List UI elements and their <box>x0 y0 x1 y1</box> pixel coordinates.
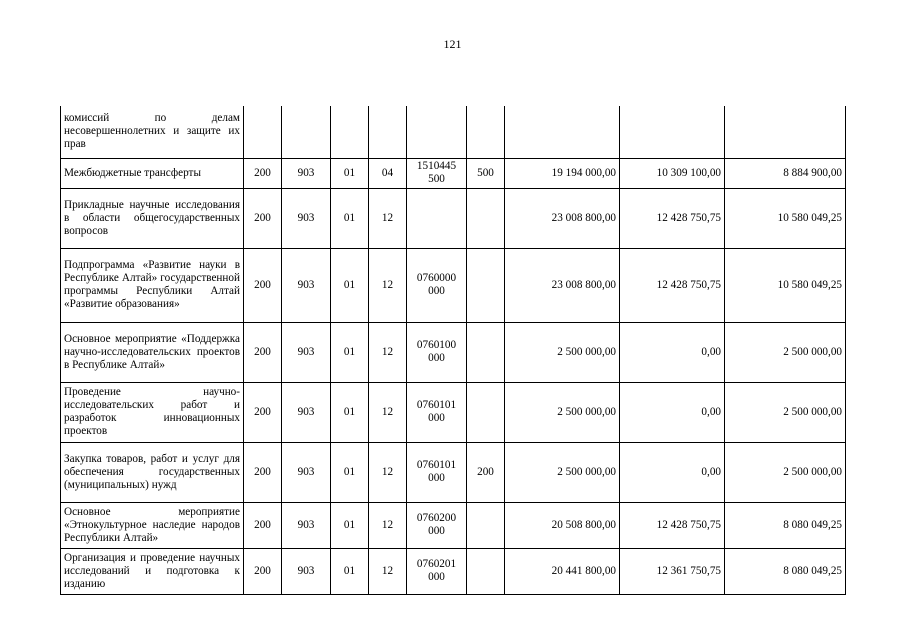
row-code-5: 0760101 000 <box>407 382 467 442</box>
row-name: комиссий по делам несовершеннолетних и защите их прав <box>61 106 244 158</box>
row-code-4: 12 <box>369 442 407 502</box>
row-amount-1: 20 441 800,00 <box>505 548 620 594</box>
row-code-2: 903 <box>282 442 331 502</box>
row-amount-3 <box>725 106 846 158</box>
row-code-3: 01 <box>331 248 369 322</box>
row-amount-2: 0,00 <box>620 442 725 502</box>
row-code-5: 0760201 000 <box>407 548 467 594</box>
row-amount-3: 8 884 900,00 <box>725 158 846 188</box>
row-code-2: 903 <box>282 322 331 382</box>
row-name: Основное мероприятие «Поддержка научно-исследовательских проектов в Республике Алтай» <box>61 322 244 382</box>
row-code-3: 01 <box>331 322 369 382</box>
row-code-2: 903 <box>282 502 331 548</box>
row-amount-2: 12 361 750,75 <box>620 548 725 594</box>
row-code-1: 200 <box>244 188 282 248</box>
row-amount-1: 20 508 800,00 <box>505 502 620 548</box>
row-code-1: 200 <box>244 502 282 548</box>
row-code-6 <box>467 322 505 382</box>
row-code-1: 200 <box>244 158 282 188</box>
row-code-2: 903 <box>282 382 331 442</box>
row-code-4 <box>369 106 407 158</box>
row-code-1 <box>244 106 282 158</box>
row-code-6: 200 <box>467 442 505 502</box>
row-code-3: 01 <box>331 502 369 548</box>
table-body <box>61 106 846 594</box>
row-code-5: 0760101 000 <box>407 442 467 502</box>
table-row <box>61 442 846 502</box>
row-name: Организация и проведение научных исследований и подготовка к изданию <box>61 548 244 594</box>
row-code-1: 200 <box>244 442 282 502</box>
row-code-6 <box>467 106 505 158</box>
row-code-3 <box>331 106 369 158</box>
row-name: Прикладные научные исследования в области общегосударственных вопросов <box>61 188 244 248</box>
row-amount-1: 2 500 000,00 <box>505 442 620 502</box>
table-row <box>61 548 846 594</box>
table-row <box>61 382 846 442</box>
row-amount-3: 10 580 049,25 <box>725 188 846 248</box>
table-row <box>61 106 846 158</box>
row-code-5: 0760100 000 <box>407 322 467 382</box>
row-code-6 <box>467 188 505 248</box>
row-code-4: 12 <box>369 548 407 594</box>
budget-table <box>60 106 846 595</box>
row-code-3: 01 <box>331 442 369 502</box>
row-code-4: 12 <box>369 248 407 322</box>
table-row <box>61 322 846 382</box>
row-name: Межбюджетные трансферты <box>61 158 244 188</box>
row-amount-3: 2 500 000,00 <box>725 382 846 442</box>
row-amount-2: 10 309 100,00 <box>620 158 725 188</box>
row-name: Проведение научно-исследовательских работ и разработок инновационных проектов <box>61 382 244 442</box>
row-amount-1: 23 008 800,00 <box>505 248 620 322</box>
row-amount-2 <box>620 106 725 158</box>
row-amount-3: 8 080 049,25 <box>725 502 846 548</box>
row-code-2: 903 <box>282 248 331 322</box>
table-row <box>61 502 846 548</box>
page-number: 121 <box>443 37 462 51</box>
row-amount-1: 2 500 000,00 <box>505 382 620 442</box>
row-code-5 <box>407 106 467 158</box>
row-code-5 <box>407 188 467 248</box>
row-amount-3: 2 500 000,00 <box>725 442 846 502</box>
row-amount-1 <box>505 106 620 158</box>
table-row <box>61 248 846 322</box>
row-code-6 <box>467 248 505 322</box>
row-amount-2: 0,00 <box>620 382 725 442</box>
row-code-4: 12 <box>369 188 407 248</box>
row-amount-3: 8 080 049,25 <box>725 548 846 594</box>
row-code-2 <box>282 106 331 158</box>
row-code-1: 200 <box>244 248 282 322</box>
table-row <box>61 188 846 248</box>
row-amount-2: 12 428 750,75 <box>620 248 725 322</box>
row-code-6 <box>467 382 505 442</box>
table-row <box>61 158 846 188</box>
row-amount-2: 12 428 750,75 <box>620 188 725 248</box>
row-amount-1: 19 194 000,00 <box>505 158 620 188</box>
row-code-5: 0760000 000 <box>407 248 467 322</box>
row-code-5: 0760200 000 <box>407 502 467 548</box>
row-code-4: 12 <box>369 382 407 442</box>
row-amount-2: 0,00 <box>620 322 725 382</box>
row-code-3: 01 <box>331 382 369 442</box>
row-code-6 <box>467 502 505 548</box>
row-code-5: 1510445 500 <box>407 158 467 188</box>
row-code-3: 01 <box>331 158 369 188</box>
row-code-3: 01 <box>331 188 369 248</box>
row-code-1: 200 <box>244 382 282 442</box>
row-name: Закупка товаров, работ и услуг для обеспечения государственных (муниципальных) нужд <box>61 442 244 502</box>
row-code-2: 903 <box>282 548 331 594</box>
row-amount-1: 2 500 000,00 <box>505 322 620 382</box>
row-code-1: 200 <box>244 322 282 382</box>
row-code-4: 12 <box>369 322 407 382</box>
row-name: Основное мероприятие «Этнокультурное наследие народов Республики Алтай» <box>61 502 244 548</box>
row-code-2: 903 <box>282 188 331 248</box>
row-code-3: 01 <box>331 548 369 594</box>
row-code-4: 12 <box>369 502 407 548</box>
row-amount-2: 12 428 750,75 <box>620 502 725 548</box>
row-code-1: 200 <box>244 548 282 594</box>
row-code-6: 500 <box>467 158 505 188</box>
row-code-4: 04 <box>369 158 407 188</box>
row-code-6 <box>467 548 505 594</box>
row-amount-3: 10 580 049,25 <box>725 248 846 322</box>
row-name: Подпрограмма «Развитие науки в Республике Алтай» государственной программы Республики Алтай «Развитие образования» <box>61 248 244 322</box>
row-amount-3: 2 500 000,00 <box>725 322 846 382</box>
row-code-2: 903 <box>282 158 331 188</box>
row-amount-1: 23 008 800,00 <box>505 188 620 248</box>
